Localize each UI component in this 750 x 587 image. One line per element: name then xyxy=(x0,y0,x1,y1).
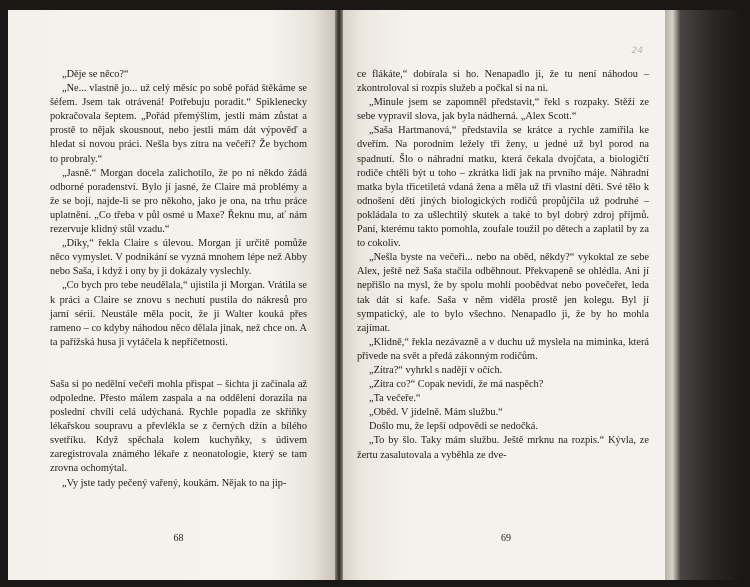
book-gutter xyxy=(335,10,343,580)
paragraph: „To by šlo. Taky mám službu. Ještě mrknu na rozpis.“ Kývla, ze žertu zasalutovala a vyběhla ze dve- xyxy=(357,435,649,461)
right-page-text xyxy=(357,68,649,463)
paragraph: „Vy jste tady pečený vařený, koukám. Nějak to na jip- xyxy=(62,477,287,489)
paragraph: „Děje se něco?“ xyxy=(62,69,129,80)
section-break xyxy=(50,350,307,378)
open-book xyxy=(8,10,742,580)
paragraph: Došlo mu, že lepší odpovědi se nedočká. xyxy=(369,421,538,433)
page-number: 69 xyxy=(501,533,511,544)
paragraph: „Ne... vlastně jo... už celý měsíc po sobě pořád štěkáme se šéfem. Jsem tak otrávená! Potřebuju poradit.“ Spiklenecky pokračovala šeptem. „Pořád přemýšlím, jestli mám zůstat a prostě to nějak skousnout, nebo jestli mám dát výpověď a hledat si novou práci. Nešla bys zítra na večeři? Že bychom to probraly.“ xyxy=(50,83,307,165)
paragraph: „Zítra?“ vyhrkl s nadějí v očích. xyxy=(369,364,503,376)
paragraph: Saša si po nedělní večeři mohla přispat – šichta jí začínala až odpoledne. Přesto málem zaspala a na oddělení dorazila na poslední chvíli celá udýchaná. Rychle popadla ze skříňky lékařskou soupravu a převlékla se z černých džín a bílého svetříku. Když spěchala kolem kuchyňky, s údivem zaregistrovala známého lékaře z neonatologie, který se tam zrovna ochomýtal. xyxy=(50,378,307,475)
paragraph: „Co bych pro tebe neudělala,“ ujistila ji Morgan. Vrátila se k práci a Claire se znovu s nechutí pustila do nákresů pro jarní sérii. Neustále měla pocit, že ji Walter kouká přes rameno – co kdyby náhodou něco dělala jinak, než chce on. A ta pařížská husa ji vytáčela k nepříčetnosti. xyxy=(50,280,307,348)
paragraph: „Minule jsem se zapomněl představit,“ řekl s rozpaky. Stěží ze sebe vypravil slova, jak byla nádherná. „Alex Scott.“ xyxy=(357,97,649,123)
paragraph: „Díky,“ řekla Claire s úlevou. Morgan jí určitě pomůže něco vymyslet. V podnikání se vyzná mnohem lépe než Abby nebo Saša, i když i ony by ji dokázaly vyslechly. xyxy=(50,238,307,278)
page-number: 68 xyxy=(173,533,184,544)
paragraph: „Zítra co?“ Copak nevidí, že má naspěch? xyxy=(369,379,544,391)
right-page xyxy=(343,10,665,580)
left-page-text xyxy=(50,68,307,491)
pencil-mark: 24 xyxy=(631,46,643,56)
left-page xyxy=(8,10,335,580)
paragraph: „Ta večeře.“ xyxy=(369,393,421,405)
paragraph: „Jasně.“ Morgan docela zalichotilo, že po ní někdo žádá odborné poradenství. Bylo jí jasné, že Claire má problémy a že se bojí, najde-li se pro někoho, jako je ona, na trhu práce uplatnění. „Co třeba v půl osmé u Maxe? Řeknu mu, ať nám rezervuje klidný stůl vzadu.“ xyxy=(50,167,307,236)
paragraph: „Nešla byste na večeři... nebo na oběd, někdy?“ vykoktal ze sebe Alex, ještě než Saša stačila odběhnout. Překvapeně se ohlédla. Ani jí nepřišlo na mysl, že by spolu mohli poobědvat nebo povečeřet, leda tak dát si kafe. Saša v něm viděla prostě jen kolegu. Byl jí sympatický, ale to bylo všechno. Nenapadlo ji, že by ho mohla zajímat. xyxy=(357,252,649,334)
book-page-edges xyxy=(665,10,742,580)
paragraph: „Oběd. V jídelně. Mám službu.“ xyxy=(369,407,503,419)
paragraph: „Saša Hartmanová,“ představila se krátce a rychle zamířila ke dveřím. Na porodním ležely tři ženy, u jedné už byl porod na spadnutí. Šlo o náhradní matku, která čekala dvojčata, a biologičtí rodiče chtěli být u toho – zkrátka lidí jak na prvního máje. Náhradní matka byla třicetiletá vdaná žena a měla už tři vlastní děti. Své těło k odnošení dětí jiných biologických rodičů propůjčila už podruhé – pokládala to za ušlechtilý skutek a také to byl dobrý zdroj příjmů. Paní, kterému takto pomohla, zoufale toužil po dětech a zaplatil by za to cokoliv. xyxy=(357,125,649,250)
paragraph: ce flákáte,“ dobírala si ho. Nenapadlo ji, že tu není náhodou – zkontroloval si rozpis služeb a počkal si na ni. xyxy=(357,69,649,95)
paragraph: „Klidně,“ řekla nezávazně a v duchu už myslela na miminka, která přivede na svět a předá zákonným rodičům. xyxy=(357,336,649,362)
